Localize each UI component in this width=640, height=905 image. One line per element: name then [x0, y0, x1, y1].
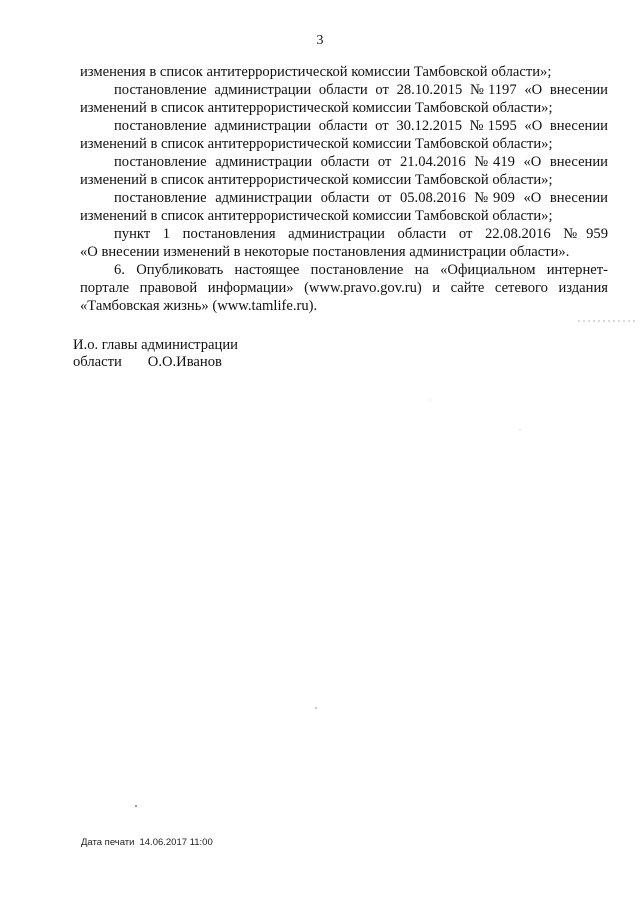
- signatory-line: [73, 354, 238, 371]
- body-text: [80, 63, 608, 315]
- text-line: изменения в список антитеррористической комиссии Тамбовской области»;: [80, 64, 552, 80]
- text-line: постановление администрации области от 21.04.2016 №419 «О внесении: [114, 154, 608, 170]
- text-line: изменений в список антитеррористической комиссии Тамбовской области»;: [80, 172, 553, 188]
- text-line: постановление администрации области от 30.12.2015 №1595 «О внесении: [114, 118, 608, 134]
- page-number: 3: [316, 33, 324, 48]
- text-line: изменений в список антитеррористической комиссии Тамбовской области»;: [80, 208, 553, 224]
- scan-speck: [315, 707, 316, 708]
- text-line: «Тамбовская жизнь» (www.tamlife.ru).: [80, 298, 318, 314]
- text-line: постановление администрации области от 05.08.2016 №909 «О внесении: [114, 190, 608, 206]
- text-line: постановление администрации области от 28.10.2015 №1197 «О внесении: [114, 82, 608, 98]
- print-date-footer: [81, 837, 213, 848]
- text-line: изменений в список антитеррористической комиссии Тамбовской области»;: [80, 136, 553, 152]
- signatory-title-region: области: [73, 354, 122, 370]
- scan-speck: [135, 805, 137, 807]
- print-date-label: Дата печати: [81, 837, 135, 848]
- scan-speck: [430, 400, 431, 401]
- text-line: «О внесении изменений в некоторые постановления администрации области».: [80, 244, 570, 260]
- signatory-title: И.о. главы администрации: [73, 337, 238, 353]
- text-line: портале правовой информации» (www.pravo.gov.ru) и сайте сетевого издания: [80, 280, 608, 296]
- text-line: изменений в список антитеррористической комиссии Тамбовской области»;: [80, 100, 553, 116]
- text-line: 6. Опубликовать настоящее постановление на «Официальном интернет-: [114, 262, 608, 278]
- signatory-name: О.О.Иванов: [147, 354, 222, 370]
- text-line: пункт 1 постановления администрации области от 22.08.2016 №959: [114, 226, 608, 242]
- print-date-value: 14.06.2017 11:00: [139, 837, 213, 848]
- signature-block: [73, 337, 238, 371]
- scan-speck: [520, 430, 521, 431]
